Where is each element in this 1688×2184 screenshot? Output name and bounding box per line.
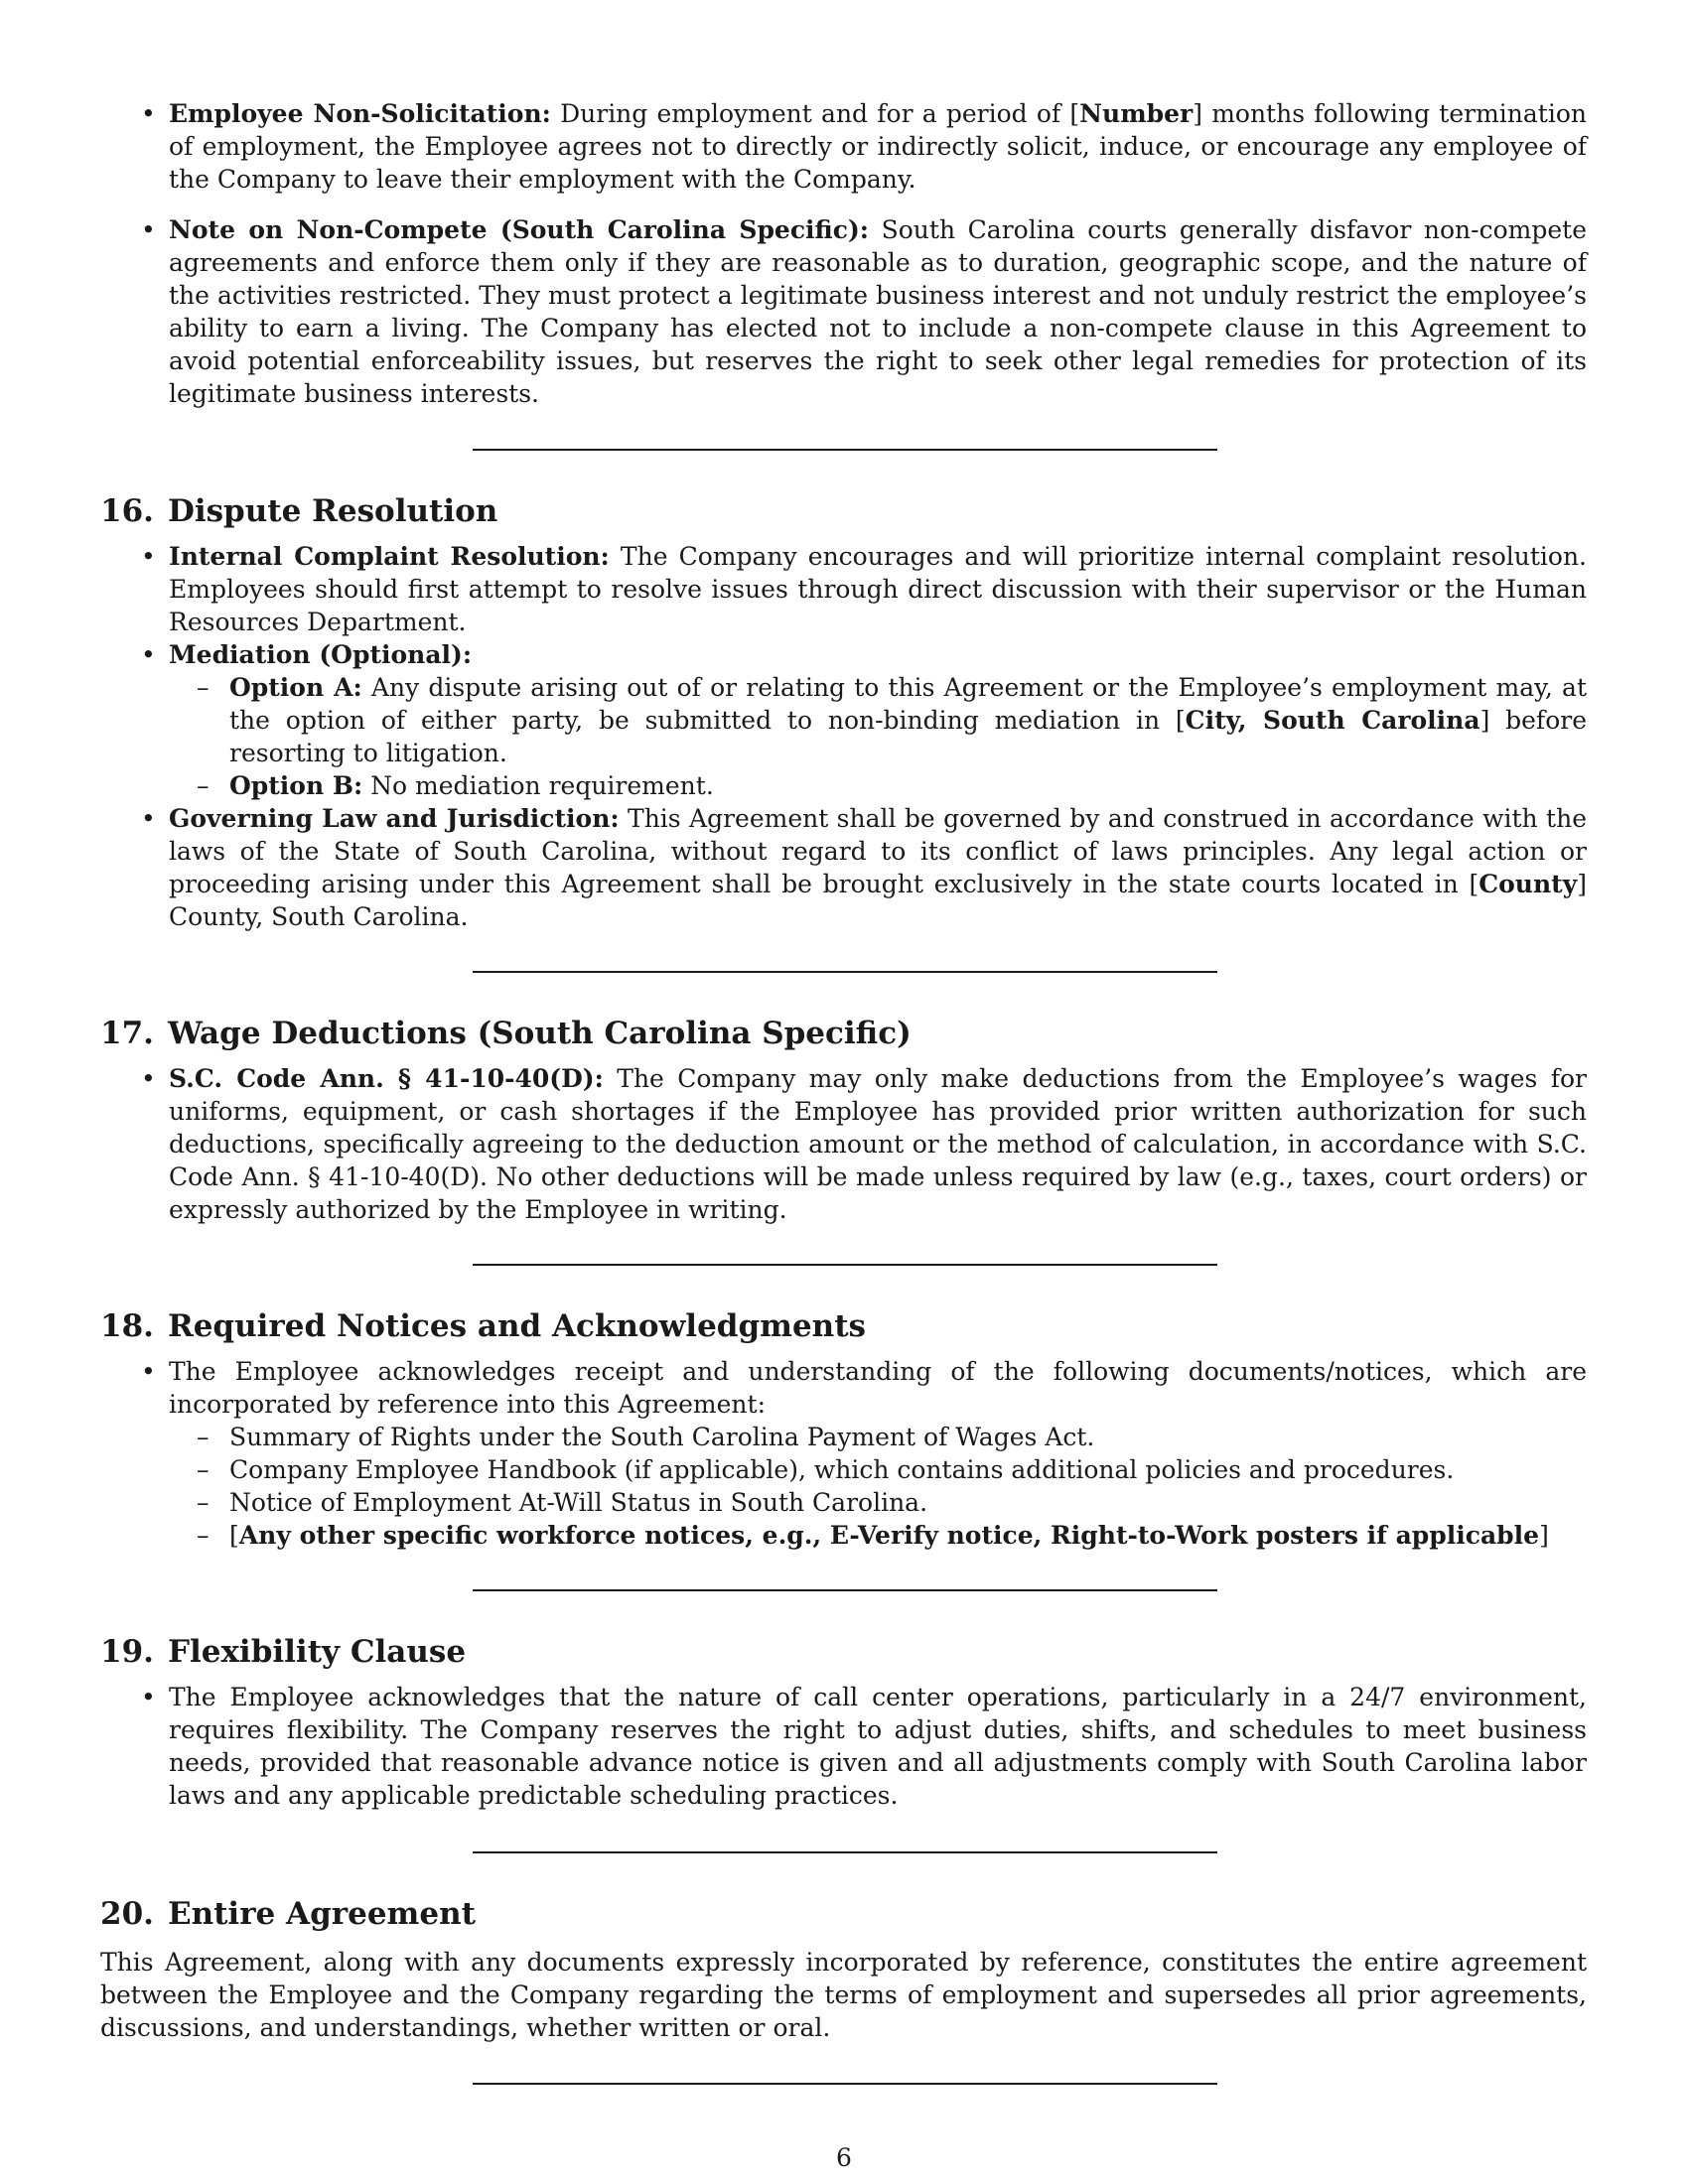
employee-non-solicitation-item: • Employee Non-Solicitation: During employment and for a period of [Number] months following termination of employment, the Employee agrees not to directly or indirectly solicit, induce, or encourage any employee of the Company to leave their employment with the Company.	[100, 97, 1587, 196]
item-lead: Note on Non-Compete (South Carolina Specific):	[169, 215, 870, 244]
wage-deductions-list	[100, 1062, 1587, 1226]
placeholder-city: City, South Carolina	[1185, 706, 1480, 735]
non-compete-note-item: • Note on Non-Compete (South Carolina Specific): South Carolina courts generally disfavor non-compete agreements and enforce them only if they are reasonable as to duration, geographic scope, and the nature of the activities restricted. They must protect a legitimate business interest and not unduly restrict the employee’s ability to earn a living. The Company has elected not to include a non-compete clause in this Agreement to avoid potential enforceability issues, but reserves the right to seek other legal remedies for protection of its legitimate business interests.	[100, 213, 1587, 410]
mediation-option-a: – Option A: Any dispute arising out of or relating to this Agreement or the Employee’s employment may, at the option of either party, be submitted to non-binding mediation in [City, South Carolina] before resorting to litigation.	[169, 671, 1587, 769]
notices-sublist	[169, 1421, 1587, 1552]
section-divider	[473, 1264, 1217, 1266]
notice-item: – Summary of Rights under the South Carolina Payment of Wages Act.	[169, 1421, 1587, 1453]
notice-item: – Notice of Employment At-Will Status in South Carolina.	[169, 1486, 1587, 1519]
notice-item-placeholder: – [Any other specific workforce notices, e.g., E-Verify notice, Right-to-Work posters if applicable]	[169, 1519, 1587, 1552]
section-divider	[473, 1589, 1217, 1591]
page-number: 6	[836, 2143, 852, 2172]
section-16-heading: 16. Dispute Resolution	[100, 493, 498, 529]
item-lead: Employee Non-Solicitation:	[169, 99, 551, 128]
placeholder-other-notices: Any other specific workforce notices, e.g., E-Verify notice, Right-to-Work posters if applicable	[238, 1521, 1540, 1550]
notice-item: – Company Employee Handbook (if applicable), which contains additional policies and procedures.	[169, 1453, 1587, 1486]
notices-intro-item: • The Employee acknowledges receipt and understanding of the following documents/notices, which are incorporated by reference into this Agreement: – Summary of Rights under the South Carolina Payment of Wages Act. – Company Employee Handbook (if applicable), which contains additional policies and procedures. – Notice of Employment At-Will Status in South Carolina. – [Any other specific workforce notices, e.g., E-Verify notice, Right-to-Work posters if applicable]	[100, 1355, 1587, 1552]
notices-list	[100, 1355, 1587, 1552]
flexibility-list	[100, 1681, 1587, 1812]
internal-complaint-item: • Internal Complaint Resolution: The Company encourages and will prioritize internal complaint resolution. Employees should first attempt to resolve issues through direct discussion with their supervisor or the Human Resources Department.	[100, 540, 1587, 638]
dispute-resolution-list	[100, 540, 1587, 933]
section-divider	[473, 1851, 1217, 1853]
mediation-option-b: – Option B: No mediation requirement.	[169, 769, 1587, 802]
section-17-heading: 17. Wage Deductions (South Carolina Specific)	[100, 1016, 912, 1051]
mediation-item: • Mediation (Optional): – Option A: Any dispute arising out of or relating to this Agreement or the Employee’s employment may, at the option of either party, be submitted to non-binding mediation in [City, South Carolina] before resorting to litigation. – Option B: No mediation requirement.	[100, 638, 1587, 802]
section-18-heading: 18. Required Notices and Acknowledgments	[100, 1308, 866, 1344]
section-divider	[473, 2083, 1217, 2085]
governing-law-item: • Governing Law and Jurisdiction: This Agreement shall be governed by and construed in accordance with the laws of the State of South Carolina, without regard to its conflict of laws principles. Any legal action or proceeding arising under this Agreement shall be brought exclusively in the state courts located in [County] County, South Carolina.	[100, 802, 1587, 933]
section-20-heading: 20. Entire Agreement	[100, 1896, 476, 1932]
section-19-heading: 19. Flexibility Clause	[100, 1634, 467, 1670]
section-divider	[473, 449, 1217, 451]
placeholder-county: County	[1478, 870, 1578, 898]
entire-agreement-text: This Agreement, along with any documents expressly incorporated by reference, constitutes the entire agreement between the Employee and the Company regarding the terms of employment and supersedes all prior agreements, discussions, and understandings, whether written or oral.	[100, 1948, 1587, 2042]
sc-code-item: • S.C. Code Ann. § 41-10-40(D): The Company may only make deductions from the Employee’s wages for uniforms, equipment, or cash shortages if the Employee has provided prior written authorization for such deductions, specifically agreeing to the deduction amount or the method of calculation, in accordance with S.C. Code Ann. § 41-10-40(D). No other deductions will be made unless required by law (e.g., taxes, court orders) or expressly authorized by the Employee in writing.	[100, 1062, 1587, 1226]
section-divider	[473, 971, 1217, 973]
flexibility-item: • The Employee acknowledges that the nature of call center operations, particularly in a 24/7 environment, requires flexibility. The Company reserves the right to adjust duties, shifts, and schedules to meet business needs, provided that reasonable advance notice is given and all adjustments comply with South Carolina labor laws and any applicable predictable scheduling practices.	[100, 1681, 1587, 1812]
mediation-options-list	[169, 671, 1587, 802]
non-solicitation-list	[100, 97, 1587, 410]
placeholder-number: Number	[1079, 99, 1194, 128]
